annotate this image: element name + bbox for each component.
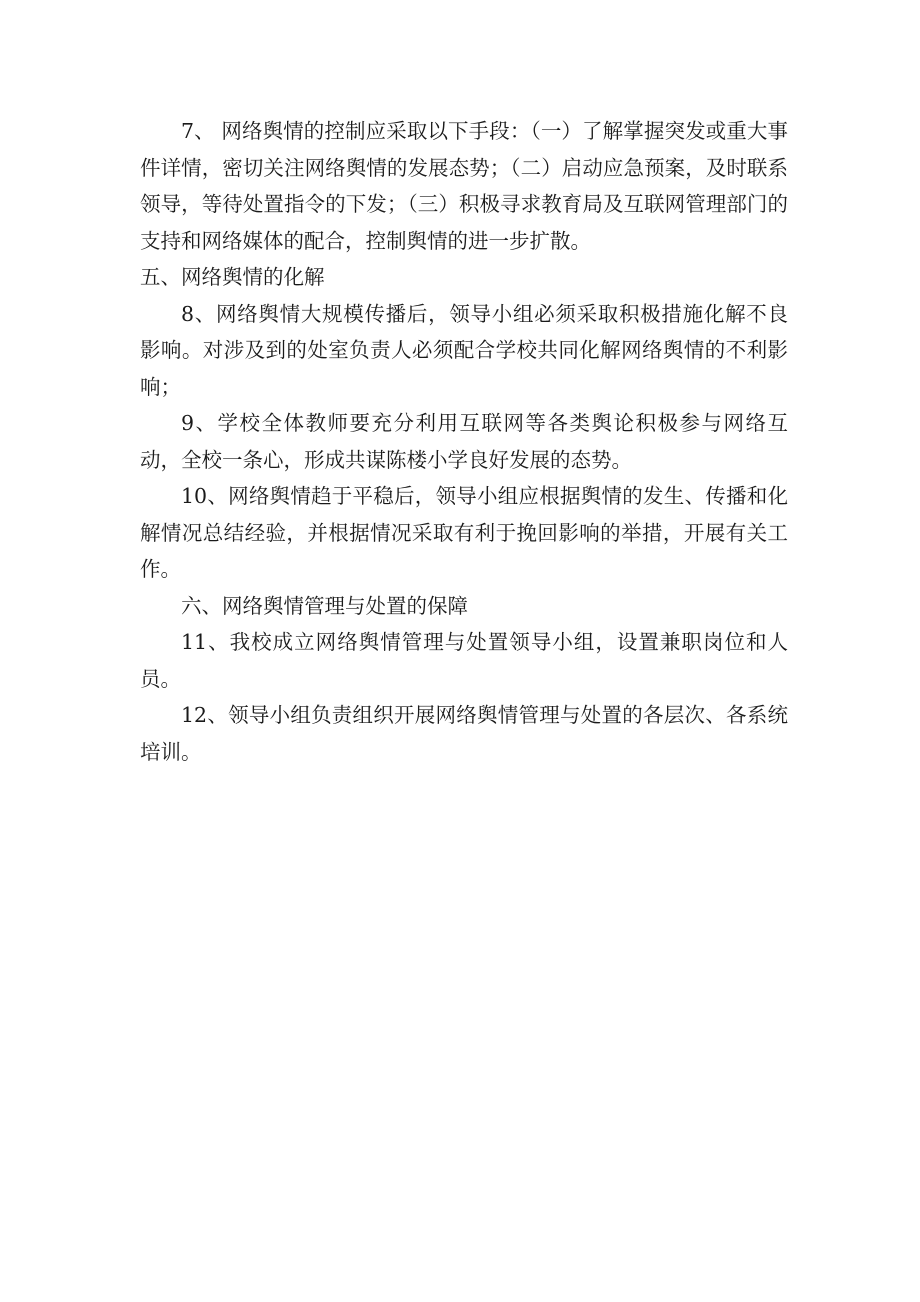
- paragraph-item-10: 10、网络舆情趋于平稳后，领导小组应根据舆情的发生、传播和化解情况总结经验，并根据情况采取有利于挽回影响的举措，开展有关工作。: [140, 484, 788, 581]
- paragraph-item-7: 7、 网络舆情的控制应采取以下手段：（一）了解掌握突发或重大事件详情，密切关注网络舆情的发展态势；（二）启动应急预案，及时联系领导，等待处置指令的下发；（三）积极寻求教育局及互联网管理部门的支持和网络媒体的配合，控制舆情的进一步扩散。: [140, 119, 788, 253]
- document-body: [140, 113, 788, 770]
- paragraph-item-9: 9、学校全体教师要充分利用互联网等各类舆论积极参与网络互动，全校一条心，形成共谋陈楼小学良好发展的态势。: [140, 411, 788, 472]
- section-heading-6: 六、网络舆情管理与处置的保障: [181, 593, 468, 618]
- paragraph-item-8: 8、网络舆情大规模传播后，领导小组必须采取积极措施化解不良影响。对涉及到的处室负责人必须配合学校共同化解网络舆情的不利影响；: [140, 301, 788, 399]
- paragraph-item-12: 12、领导小组负责组织开展网络舆情管理与处置的各层次、各系统培训。: [140, 703, 788, 764]
- section-heading-5: 五、网络舆情的化解: [140, 265, 325, 289]
- paragraph-item-11: 11、我校成立网络舆情管理与处置领导小组，设置兼职岗位和人员。: [140, 630, 788, 691]
